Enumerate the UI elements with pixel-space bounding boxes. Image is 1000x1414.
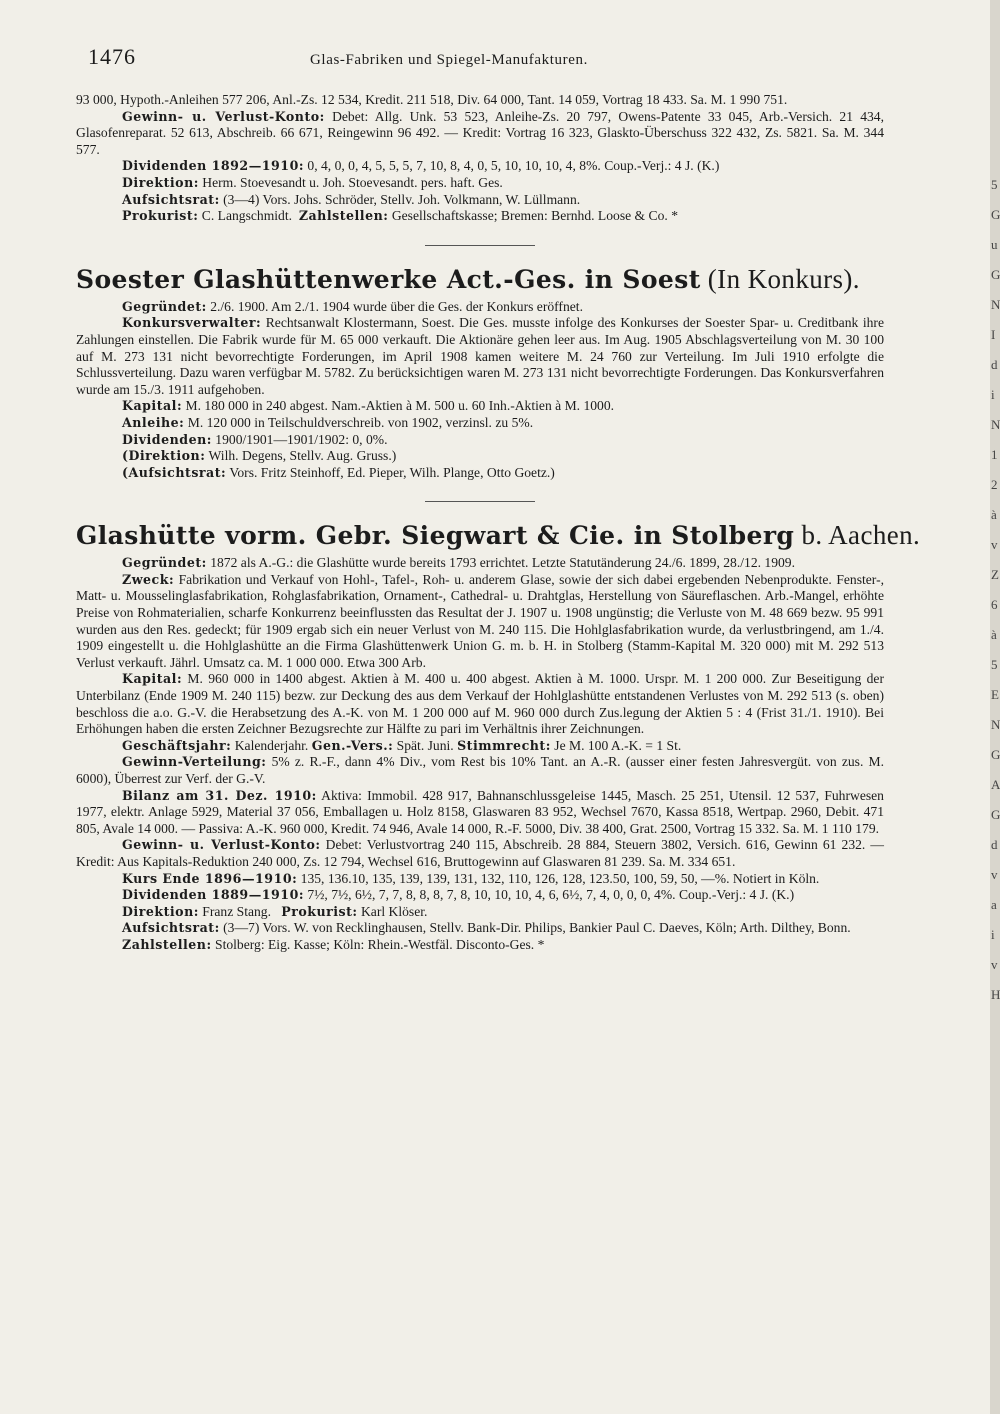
divider [425, 245, 535, 246]
label: Direktion: [122, 174, 199, 190]
soest-direktion [76, 448, 884, 465]
soest-konkursverwalter [76, 315, 884, 398]
stolberg-kapital [76, 671, 884, 737]
text: 5% z. R.-F., dann 4% Div., vom Rest bis 10% Tant. an A.-R. (ausser einer festen Jahresvergüt. von zus. M. 6000), Überrest zur Verf. der G.-V. [76, 754, 884, 786]
text: 1900/1901—1901/1902: 0, 0%. [211, 431, 388, 447]
page-number: 1476 [88, 44, 136, 69]
label: Prokurist: [122, 208, 199, 224]
adjacent-page-letters: 5 G u G N I d i N 1 2 à v Z 6 à 5 E N G A G d v a i v H [991, 177, 1000, 1002]
label: Gegründet: [122, 298, 207, 314]
stolberg-bilanz [76, 788, 884, 838]
text: Kalenderjahr. [231, 737, 309, 753]
entry-soest [76, 264, 884, 482]
prev-entry-balance: 93 000, Hypoth.-Anleihen 577 206, Anl.-Zs. 12 534, Kredit. 211 518, Div. 64 000, Tant. 14 059, Vortrag 18 433. Sa. M. 1 990 751. [76, 92, 788, 107]
label: Gewinn-Verteilung: [122, 754, 267, 770]
text: Franz Stang. [198, 903, 272, 919]
label: Stimmrecht: [457, 737, 551, 753]
text: Spät. Juni. [393, 737, 454, 753]
stolberg-direktion [76, 904, 884, 921]
text: 1872 als A.-G.: die Glashütte wurde bereits 1793 errichtet. Letzte Statutänderung 24./6. 1899, 28./12. 1909. [206, 555, 795, 571]
text: Debet: Allg. Unk. 53 523, Anleihe-Zs. 20 797, Owens-Patente 33 045, Arb.-Versich. 21 434, Glasofenreparat. 52 613, Abschreib. 66 671, Reingewinn 96 492. — Kredit: Vortrag 16 323, Glaskto-Überschuss 322 432, Zs. 5821. Sa. M. 344 577. [76, 108, 885, 157]
stolberg-gv-konto [76, 837, 884, 870]
prev-entry [76, 92, 884, 225]
label: Gewinn- u. Verlust-Konto: [122, 108, 325, 124]
label: Kurs Ende 1896—1910: [122, 870, 298, 886]
text: (3—7) Vors. W. von Recklinghausen, Stellv. Bank-Dir. Philips, Bankier Paul C. Daeves, Köln; Arth. Dilthey, Bonn. [219, 920, 851, 936]
label: (Direktion: [122, 448, 206, 464]
text: M. 120 000 in Teilschuldverschreib. von 1902, verzinsl. zu 5%. [184, 414, 534, 430]
prev-entry-gv-konto [76, 109, 884, 159]
prev-entry-direktion [76, 175, 884, 192]
label: Gen.-Vers.: [311, 737, 394, 753]
text: M. 180 000 in 240 abgest. Nam.-Aktien à M. 500 u. 60 Inh.-Aktien à M. 1000. [182, 398, 615, 414]
label: Geschäftsjahr: [122, 737, 232, 753]
label: Zahlstellen: [122, 936, 212, 952]
divider [425, 501, 535, 502]
text: Vors. Fritz Steinhoff, Ed. Pieper, Wilh. Plange, Otto Goetz.) [226, 464, 555, 480]
text: Herm. Stoevesandt u. Joh. Stoevesandt. pers. haft. Ges. [198, 174, 503, 190]
company-title [76, 264, 884, 295]
stolberg-dividenden [76, 887, 884, 904]
company-name: Glashütte vorm. Gebr. Siegwart & Cie. in Stolberg [76, 521, 795, 551]
label: Dividenden: [122, 431, 212, 447]
stolberg-aufsichtsrat [76, 920, 884, 937]
text: (3—4) Vors. Johs. Schröder, Stellv. Joh. Volkmann, W. Lüllmann. [219, 191, 581, 207]
page-content [76, 92, 921, 954]
label: Anleihe: [122, 414, 185, 430]
running-head: Glas-Fabriken und Spiegel-Manufakturen. [310, 52, 588, 68]
text: 2./6. 1900. Am 2./1. 1904 wurde über die Ges. der Konkurs eröffnet. [206, 298, 583, 314]
soest-kapital [76, 398, 884, 415]
stolberg-zahlstellen [76, 937, 884, 954]
label: Prokurist: [281, 903, 358, 919]
label: (Aufsichtsrat: [122, 464, 227, 480]
company-title-suffix: b. Aachen. [794, 520, 921, 551]
stolberg-geschaeftsjahr [76, 738, 884, 755]
label: Gewinn- u. Verlust-Konto: [122, 837, 321, 853]
label: Dividenden 1889—1910: [122, 887, 304, 903]
text: Karl Klöser. [357, 903, 428, 919]
text: 7½, 7½, 6½, 7, 7, 8, 8, 8, 7, 8, 10, 10, 10, 4, 6, 6½, 7, 4, 0, 0, 0, 4%. Coup.-Verj.: 4 J. (K.) [304, 887, 795, 903]
soest-dividenden [76, 432, 884, 449]
text: Aktiva: Immobil. 428 917, Bahnanschlussgeleise 1445, Masch. 25 251, Utensil. 12 537, Fuhrwesen 1977, elektr. Anlage 5929, Material 37 056, Emballagen u. Holz 8158, Glaswaren 83 952, Wechsel 7670, Kassa 8518, Wertpap. 2960, Debit. 471 805, Avale 14 000. — Passiva: A.-K. 960 000, Kredit. 74 946, Avale 14 000, R.-F. 5000, Div. 38 400, Grat. 2500, Vortrag 15 332. Sa. M. 1 110 179. [76, 787, 884, 836]
label: Direktion: [122, 903, 199, 919]
soest-anleihe [76, 415, 884, 432]
label: Zweck: [122, 571, 175, 587]
stolberg-zweck [76, 572, 884, 672]
label: Aufsichtsrat: [122, 191, 220, 207]
text: Je M. 100 A.-K. = 1 St. [550, 737, 682, 753]
text: Wilh. Degens, Stellv. Aug. Gruss.) [205, 448, 397, 464]
prev-entry-dividenden [76, 158, 884, 175]
text: M. 960 000 in 1400 abgest. Aktien à M. 400 u. 400 abgest. Aktien à M. 1000. Urspr. M. 1 200 000. Zur Beseitigung der Unterbilanz (Ende 1909 M. 240 115) bezw. zur Deckung des aus dem Verkauf der Hohlglashütte entstandenen Verlustes von M. 292 513 (s. oben) beschloss die a.o. G.-V. die Herabsetzung des A.-K. von M. 1 200 000 auf M. 960 000 durch Zus.legung der Aktien 5 : 4 (Frist 31./1. 1910). Bei Erhöhungen haben die ersten Zeichner Bezugsrechte zur Hälfte zu pari im Verhältnis ihrer Zeichnungen. [76, 671, 884, 737]
label: Gegründet: [122, 555, 207, 571]
stolberg-gewinn-verteilung [76, 754, 884, 787]
label: Zahlstellen: [298, 208, 389, 224]
label: Kapital: [122, 398, 183, 414]
label: Kapital: [122, 671, 183, 687]
text: 0, 4, 0, 0, 4, 5, 5, 5, 7, 10, 8, 4, 0, 5, 10, 10, 10, 4, 8%. Coup.-Verj.: 4 J. (K.) [304, 158, 720, 174]
soest-gegruendet [76, 299, 884, 316]
soest-aufsichtsrat [76, 465, 884, 482]
text: C. Langschmidt. [198, 208, 293, 224]
prev-entry-aufsichtsrat [76, 192, 884, 209]
label: Bilanz am 31. Dez. 1910: [122, 787, 317, 803]
label: Dividenden 1892—1910: [122, 158, 304, 174]
stolberg-gegruendet [76, 555, 884, 572]
stolberg-kurs [76, 871, 884, 888]
label: Konkursverwalter: [122, 315, 262, 331]
label: Aufsichtsrat: [122, 920, 220, 936]
entry-stolberg [76, 520, 921, 953]
prev-entry-prokurist [76, 208, 884, 225]
company-title-suffix: (In Konkurs). [700, 263, 860, 294]
text: Debet: Verlustvortrag 240 115, Abschreib. 28 884, Steuern 3802, Versich. 616, Gewinn 61 232. — Kredit: Aus Kapitals-Reduktion 240 000, Zs. 12 794, Wechsel 616, Bruttogewinn auf Glaswaren 81 239. Sa. M. 334 651. [76, 837, 884, 869]
company-title [76, 520, 921, 551]
text: Fabrikation und Verkauf von Hohl-, Tafel-, Roh- u. anderem Glase, sowie der sich dabei ergebenden Nebenprodukte. Fenster-, Matt- u. Mousselinglasfabrikation, Rohglasfabrikation, Ornament-, Cathedral- u. Drahtglas, Herstellung von Säureflaschen. Arb.-Mangel, erhöhte Preise von Rohmaterialien, scharfe Konkurrenz beeinflussten das Resultat der J. 1907 u. 1908 ungünstig; die Verluste von M. 48 669 bezw. 95 991 wurden aus den Res. gedeckt; für 1909 ergab sich ein neuer Verlust von M. 240 115. Die Hohlglasfabrikation wurde, da verlustbringend, am 1./4. 1909 eingestellt u. die Hohlglashütte an die Firma Glashüttenwerk Union G. m. b. H. in Stolberg (Stamm-Kapital M. 320 000) mit M. 292 513 Verlust verkauft. Jährl. Umsatz ca. M. 1 000 000. Etwa 300 Arb. [76, 571, 884, 670]
text: Gesellschaftskasse; Bremen: Bernhd. Loose & Co. * [388, 208, 678, 224]
company-name: Soester Glashüttenwerke Act.-Ges. in Soest [76, 264, 701, 294]
text: 135, 136.10, 135, 139, 139, 131, 132, 110, 126, 128, 123.50, 100, 59, 50, —%. Notiert in Köln. [297, 870, 820, 886]
text: Stolberg: Eig. Kasse; Köln: Rhein.-Westfäl. Disconto-Ges. * [211, 936, 545, 952]
text: Rechtsanwalt Klostermann, Soest. Die Ges. musste infolge des Konkurses der Soester Spar- u. Creditbank ihre Zahlungen einstellen. Die Fabrik wurde für M. 65 000 verkauft. Die Aktionäre gehen leer aus. Im Aug. 1905 Abschlagsverteilung von M. 30 100 auf M. 273 131 nicht bevorrechtigte Forderungen, im April 1908 kamen weitere M. 24 760 zur Verteilung. Im Juli 1910 erfolgte die Schlussverteilung. Dazu waren verfügbar M. 5782. Zu berücksichtigen waren M. 273 131 nicht bevorrechtigte Forderungen. Das Konkursverfahren wurde am 15./3. 1911 aufgehoben. [76, 315, 884, 397]
